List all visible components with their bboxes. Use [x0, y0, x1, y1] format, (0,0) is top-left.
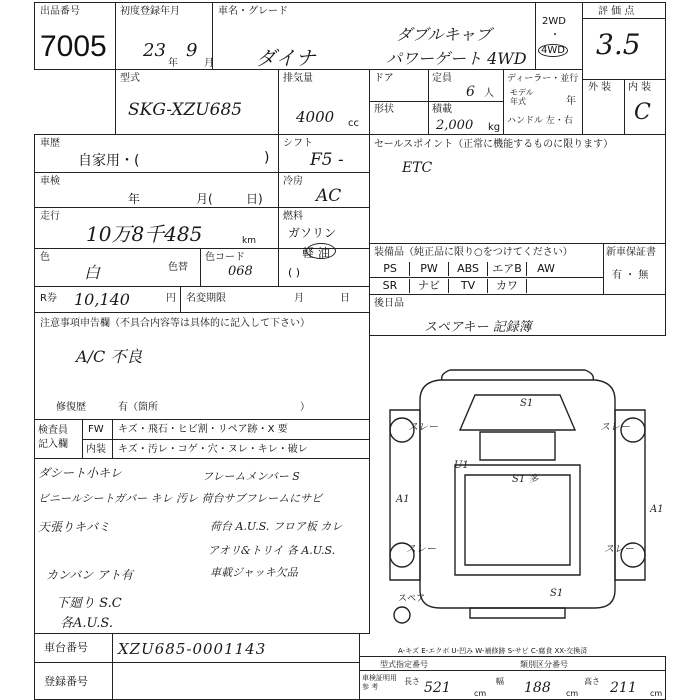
equip-abs: ABS	[449, 262, 488, 276]
fw-label: FW	[88, 424, 104, 435]
first-reg-year: 23	[143, 40, 166, 61]
month-unit: 月	[204, 58, 214, 69]
displacement-value: 4000	[296, 108, 335, 126]
year-unit: 年	[168, 58, 178, 69]
cooling-label: 冷房	[283, 176, 303, 187]
displacement-label: 排気量	[283, 73, 313, 84]
inspection-year: 年	[128, 192, 141, 206]
first-reg-label: 初度登録年月	[120, 6, 180, 17]
sales-label: セールスポイント（正常に機能するものに限ります）	[374, 139, 614, 150]
inspection-month: 月(	[196, 192, 213, 206]
remark-5: 下廻り S.C	[56, 596, 122, 611]
int-label: 内 装	[628, 82, 652, 93]
inspection-label: 車検	[40, 176, 60, 187]
equip-sr: SR	[371, 279, 410, 293]
fuel-label: 燃料	[283, 211, 303, 222]
handle-label: ハンドル 左・右	[507, 116, 573, 126]
diagram-outline	[390, 370, 645, 623]
sales-block	[369, 134, 666, 244]
div-v2	[200, 248, 201, 286]
score-divider	[582, 18, 666, 19]
score-value: 3.5	[596, 28, 641, 61]
repair-close: ）	[300, 402, 310, 413]
model-grade-label: 車名・グレード	[218, 6, 288, 17]
repair-label: 修復歴	[56, 402, 86, 413]
inspection-day: 日)	[246, 192, 263, 206]
warranty-value: 有 ・ 無	[612, 270, 649, 281]
load-value: 2,000	[436, 118, 474, 133]
model-year-unit: 年	[566, 96, 576, 107]
div-h1	[34, 172, 370, 173]
lot-number: 7005	[40, 30, 107, 63]
rear-bumper	[470, 608, 565, 618]
mark-a1-right: A1	[650, 504, 664, 515]
bed-inner	[465, 475, 570, 565]
mark-s1-bed: S1 多	[512, 474, 539, 485]
type-value: SKG-XZU685	[128, 100, 243, 120]
remark-right-4: 車載ジャッキ欠品	[210, 566, 298, 579]
equip-row1	[371, 262, 565, 276]
class-label: 類別区分番号	[520, 660, 568, 669]
name-change-day: 日	[340, 293, 350, 304]
ref-label: 車検証明用 参 考	[362, 674, 397, 691]
score-label: 評 価 点	[598, 6, 635, 17]
history-value: 自家用・(	[78, 153, 140, 169]
remark-right-1: フレームメンバー S	[202, 470, 300, 483]
sales-value: ETC	[402, 160, 433, 176]
mark-u1: U1	[454, 460, 469, 471]
cert-h	[359, 670, 666, 671]
int-items: キズ・汚レ・コゲ・穴・ヌレ・キレ・破レ	[118, 444, 308, 455]
mark-s1-top: S1	[520, 398, 534, 409]
div-h2	[34, 207, 370, 208]
load-unit: kg	[488, 122, 501, 133]
recycle-unit: 円	[166, 293, 176, 304]
grade-line2: パワーゲート 4WD	[386, 49, 527, 68]
equip-row2	[371, 279, 527, 293]
chassis-label: 車台番号	[44, 641, 88, 654]
capacity-unit: 人	[484, 88, 494, 99]
aftermarket-label: 後日品	[374, 298, 404, 309]
capacity-value: 6	[466, 84, 475, 100]
capacity-label: 定員	[432, 73, 452, 84]
div-v3	[180, 286, 181, 312]
remark-2: ビニールシートガバー キレ 汚レ 荷台サブフレームにサビ	[38, 492, 323, 505]
grade-line1: ダブルキャブ	[396, 25, 492, 44]
height-unit: cm	[650, 689, 663, 698]
int-score: C	[634, 100, 651, 125]
recycle-label: R券	[40, 293, 57, 304]
color-label: 色	[40, 252, 50, 263]
mileage-value: 10万8千485	[86, 222, 203, 246]
warranty-label: 新車保証書	[606, 247, 656, 258]
shape-label: 形状	[374, 104, 394, 115]
remark-3: 天張りキバミ	[38, 520, 111, 534]
div-v1	[278, 134, 279, 286]
body-outline	[420, 380, 615, 608]
door-label: ドア	[374, 73, 394, 84]
mileage-label: 走行	[40, 211, 60, 222]
name-change-label: 名変期限	[186, 293, 226, 304]
aftermarket-value: スペアキー 記録簿	[424, 320, 532, 335]
shift-label: シフト	[283, 138, 313, 149]
name-change-month: 月	[294, 293, 304, 304]
remark-1: ダシート小キレ	[38, 466, 122, 480]
width-label: 幅	[496, 677, 504, 686]
width-value: 188	[524, 680, 551, 696]
ext-label: 外 装	[588, 82, 612, 93]
spare-tire	[394, 607, 410, 623]
insp-h	[82, 439, 370, 440]
first-reg-month: 9	[186, 40, 198, 61]
legend: A-キズ E-エクボ U-凹み W-補修跡 S-サビ C-腐食 XX-交換済	[398, 647, 588, 655]
car-name: ダイナ	[256, 46, 316, 70]
fuel-gas: ガソリン	[288, 226, 337, 240]
reg-label: 登録番号	[44, 675, 88, 688]
model-year-label: モデル 年式	[510, 88, 534, 106]
recycle-value: 10,140	[74, 290, 130, 309]
color-code-value: 068	[228, 264, 253, 279]
mark-sure-rr: スレー	[604, 544, 634, 555]
inspector-label: 検査員 記入欄	[38, 425, 68, 450]
div-h5	[34, 312, 370, 313]
ext-int-divider	[624, 79, 625, 135]
drive-4wd: 4WD	[538, 44, 568, 57]
spare-label: スペア	[398, 594, 426, 604]
front-bumper	[442, 370, 594, 380]
remark-4: カンバン アト有	[46, 568, 133, 582]
equip-airbag: エアB	[488, 262, 527, 276]
dealer-label: ディーラー・並行	[507, 74, 579, 84]
cabin	[460, 395, 575, 430]
notes-label: 注意事項申告欄（不具合内容等は具体的に記入して下さい）	[40, 318, 310, 329]
remark-right-2: 荷台 A.U.S. フロア板 カレ	[210, 520, 343, 533]
type-label: 型式	[120, 73, 140, 84]
mark-sure-fr: スレー	[600, 422, 630, 433]
length-value: 521	[424, 680, 451, 696]
equip-aw: AW	[537, 262, 555, 275]
notes-value: A/C 不良	[76, 347, 143, 366]
cooling-value: AC	[316, 186, 342, 206]
history-close: )	[264, 150, 270, 166]
equip-tv: TV	[449, 279, 488, 293]
drive-dot: ・	[550, 30, 560, 41]
div-h4	[34, 286, 370, 287]
fuel-diesel-circle	[306, 243, 336, 259]
fw-items: キズ・飛石・ヒビ割・リペア跡・X 要	[118, 424, 288, 435]
fuel-diesel: 軽 油	[302, 246, 330, 260]
color-change-label: 色替	[168, 262, 188, 273]
equip-navi: ナビ	[410, 279, 449, 293]
equip-ps: PS	[371, 262, 410, 276]
color-code-label: 色コード	[205, 252, 245, 263]
mark-sure-rl: スレー	[406, 544, 436, 555]
int-row-label: 内装	[86, 444, 106, 455]
lot-label: 出品番号	[40, 6, 80, 17]
drive-2wd: 2WD	[542, 16, 566, 27]
width-unit: cm	[566, 689, 579, 698]
height-value: 211	[610, 680, 637, 696]
equip-pw: PW	[410, 262, 449, 276]
length-unit: cm	[474, 689, 487, 698]
repair-value: 有（箇所	[118, 402, 158, 413]
shift-value: F5 -	[310, 150, 344, 170]
mileage-unit: km	[242, 236, 256, 246]
chassis-value: XZU685-0001143	[118, 640, 267, 658]
length-label: 長さ	[404, 677, 420, 686]
remark-right-3: アオリ&トリイ 各 A.U.S.	[208, 544, 336, 557]
displacement-unit: cc	[348, 118, 359, 129]
color-value: 白	[84, 263, 101, 282]
load-label: 積載	[432, 104, 452, 115]
remark-6: 各A.U.S.	[60, 616, 113, 631]
mark-a1-left: A1	[396, 494, 410, 505]
windshield	[480, 432, 555, 460]
type-cert-label: 型式指定番号	[380, 660, 428, 669]
equip-leather: カワ	[488, 279, 527, 293]
equip-divider	[369, 277, 604, 278]
mark-s1-bottom: S1	[550, 588, 564, 599]
mark-sure-fl: スレー	[408, 422, 438, 433]
history-label: 車歴	[40, 138, 60, 149]
height-label: 高さ	[584, 677, 600, 686]
fuel-paren: ( )	[288, 266, 301, 279]
equip-label: 装備品（純正品に限り○をつけてください）	[374, 247, 573, 258]
